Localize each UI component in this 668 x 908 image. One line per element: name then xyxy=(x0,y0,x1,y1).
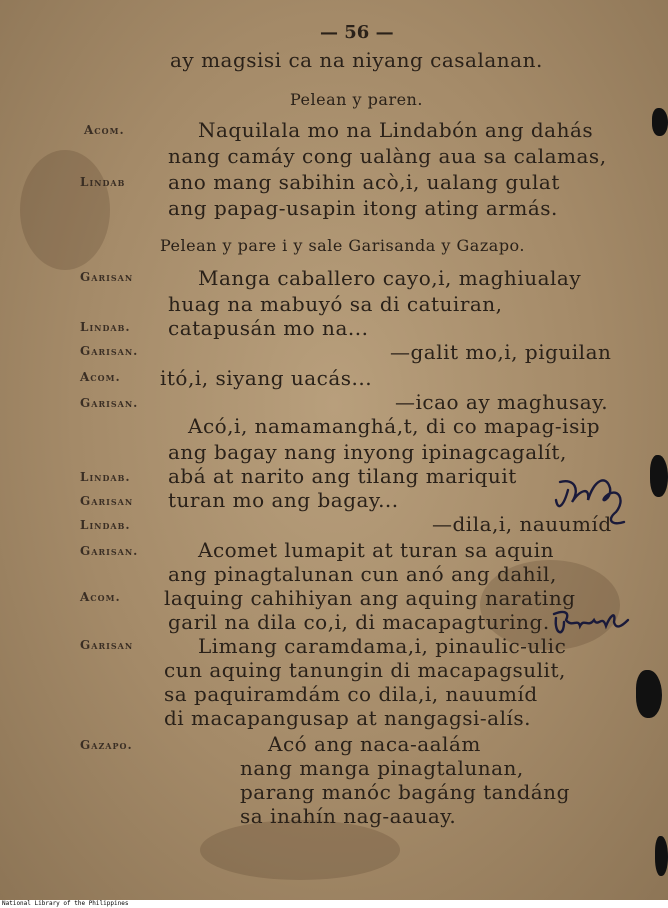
handwritten-signature xyxy=(550,460,630,530)
speaker-label: Garisan. xyxy=(80,544,139,558)
verse-line: cun aquing tanungin di macapagsulit, xyxy=(164,658,566,682)
verse-line: ay magsisi ca na niyang casalanan. xyxy=(170,48,543,72)
speaker-label: Acom. xyxy=(80,590,121,604)
verse-line: ang bagay nang inyong ipinagcagalít, xyxy=(168,440,567,464)
scene-heading: Pelean y paren. xyxy=(290,90,423,109)
speaker-label: Lindab. xyxy=(80,470,131,484)
verse-line: Manga caballero cayo,i, maghiualay xyxy=(198,266,582,290)
verse-line: —icao ay maghusay. xyxy=(395,390,609,414)
speaker-label: Garisan xyxy=(80,270,134,284)
speaker-label: Acom. xyxy=(80,370,121,384)
verse-line: ano mang sabihin acò,i, ualang gulat xyxy=(168,170,560,194)
damage-hole xyxy=(636,670,662,718)
speaker-label: Garisan xyxy=(80,638,134,652)
damage-hole xyxy=(652,108,668,136)
verse-line: parang manóc bagáng tandáng xyxy=(240,780,570,804)
verse-line: laquing cahihiyan ang aquing narating xyxy=(164,586,576,610)
library-footer: National Library of the Philippines xyxy=(0,900,668,908)
speaker-label: Gazapo. xyxy=(80,738,133,752)
verse-line: sa inahín nag-aauay. xyxy=(240,804,457,828)
paper-stain xyxy=(20,150,110,270)
speaker-label: Lindab. xyxy=(80,320,131,334)
verse-line: huag na mabuyó sa di catuiran, xyxy=(168,292,503,316)
damage-hole xyxy=(655,836,668,876)
verse-line: Acó ang naca-aalám xyxy=(268,732,481,756)
speaker-label: Garisan. xyxy=(80,396,139,410)
speaker-label: Lindab. xyxy=(80,518,131,532)
verse-line: Naquilala mo na Lindabón ang dahás xyxy=(198,118,594,142)
verse-line: Acomet lumapit at turan sa aquin xyxy=(198,538,555,562)
verse-line: —dila,i, nauumíd xyxy=(432,512,612,536)
verse-line: turan mo ang bagay... xyxy=(168,488,399,512)
verse-line: Limang caramdama,i, pinaulic-ulic xyxy=(198,634,567,658)
verse-line: Acó,i, namamanghá,t, di co mapag-isip xyxy=(188,414,601,438)
paper-stain xyxy=(200,820,400,880)
verse-line: catapusán mo na... xyxy=(168,316,369,340)
verse-line: ang papag-usapin itong ating armás. xyxy=(168,196,558,220)
verse-line: nang camáy cong ualàng aua sa calamas, xyxy=(168,144,607,168)
damage-hole xyxy=(650,455,668,497)
verse-line: garil na dila co,i, di macapagturing. xyxy=(168,610,550,634)
verse-line: ang pinagtalunan cun anó ang dahil, xyxy=(168,562,557,586)
page-number: — 56 — xyxy=(320,22,394,43)
verse-line: abá at narito ang tilang mariquit xyxy=(168,464,517,488)
verse-line: di macapangusap at nangagsi-alís. xyxy=(164,706,531,730)
verse-line: itó,i, siyang uacás... xyxy=(160,366,373,390)
verse-line: —galit mo,i, piguilan xyxy=(390,340,612,364)
speaker-label: Garisan. xyxy=(80,344,139,358)
scene-heading: Pelean y pare i y sale Garisanda y Gazapo. xyxy=(160,236,525,255)
handwritten-signature xyxy=(550,600,630,644)
speaker-label: Acom. xyxy=(84,123,125,137)
verse-line: sa paquiramdám co dila,i, nauumíd xyxy=(164,682,538,706)
verse-line: nang manga pinagtalunan, xyxy=(240,756,524,780)
speaker-label: Garisan xyxy=(80,494,134,508)
speaker-label: Lindab xyxy=(80,175,126,189)
